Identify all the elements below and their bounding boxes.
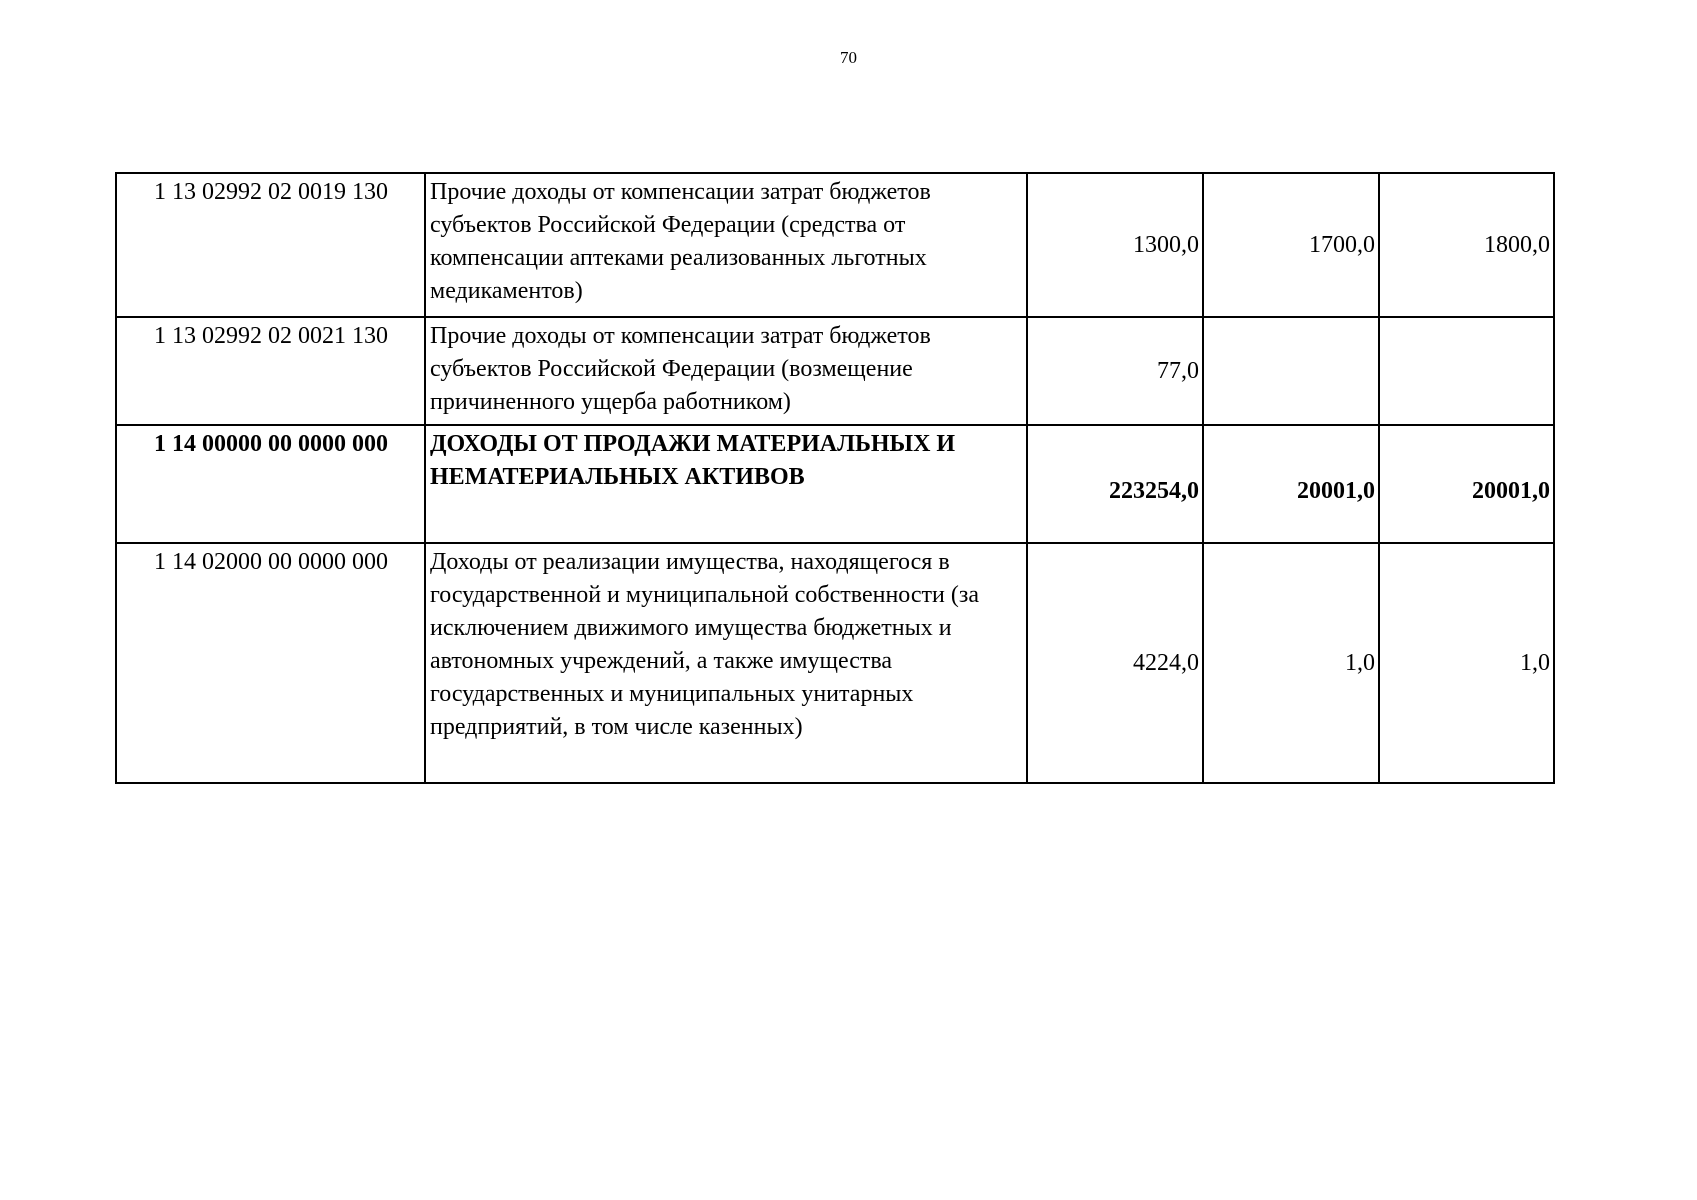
row-value-2: 20001,0 xyxy=(1203,425,1379,543)
row-value-1: 1300,0 xyxy=(1027,173,1203,317)
row-value-2: 1,0 xyxy=(1203,543,1379,783)
table-row xyxy=(116,173,1554,317)
row-code: 1 14 02000 00 0000 000 xyxy=(116,543,425,783)
row-value-1: 223254,0 xyxy=(1027,425,1203,543)
row-value-2 xyxy=(1203,317,1379,425)
row-value-1: 77,0 xyxy=(1027,317,1203,425)
row-name: ДОХОДЫ ОТ ПРОДАЖИ МАТЕРИАЛЬНЫХ И НЕМАТЕРИАЛЬНЫХ АКТИВОВ xyxy=(425,425,1027,543)
row-name: Прочие доходы от компенсации затрат бюджетов субъектов Российской Федерации (возмещение причиненного ущерба работником) xyxy=(425,317,1027,425)
table-row xyxy=(116,317,1554,425)
budget-table xyxy=(115,172,1555,784)
row-code: 1 13 02992 02 0021 130 xyxy=(116,317,425,425)
row-value-3: 20001,0 xyxy=(1379,425,1554,543)
page-number: 70 xyxy=(840,48,857,67)
row-value-2: 1700,0 xyxy=(1203,173,1379,317)
row-value-1: 4224,0 xyxy=(1027,543,1203,783)
row-name: Прочие доходы от компенсации затрат бюджетов субъектов Российской Федерации (средства от компенсации аптеками реализованных льготных медикаментов) xyxy=(425,173,1027,317)
row-name: Доходы от реализации имущества, находящегося в государственной и муниципальной собственности (за исключением движимого имущества бюджетных и автономных учреждений, а также имущества государственных и муниципальных унитарных предприятий, в том числе казенных) xyxy=(425,543,1027,783)
row-code: 1 14 00000 00 0000 000 xyxy=(116,425,425,543)
table-row xyxy=(116,543,1554,783)
row-value-3: 1,0 xyxy=(1379,543,1554,783)
row-code: 1 13 02992 02 0019 130 xyxy=(116,173,425,317)
table-row xyxy=(116,425,1554,543)
row-value-3: 1800,0 xyxy=(1379,173,1554,317)
row-value-3 xyxy=(1379,317,1554,425)
